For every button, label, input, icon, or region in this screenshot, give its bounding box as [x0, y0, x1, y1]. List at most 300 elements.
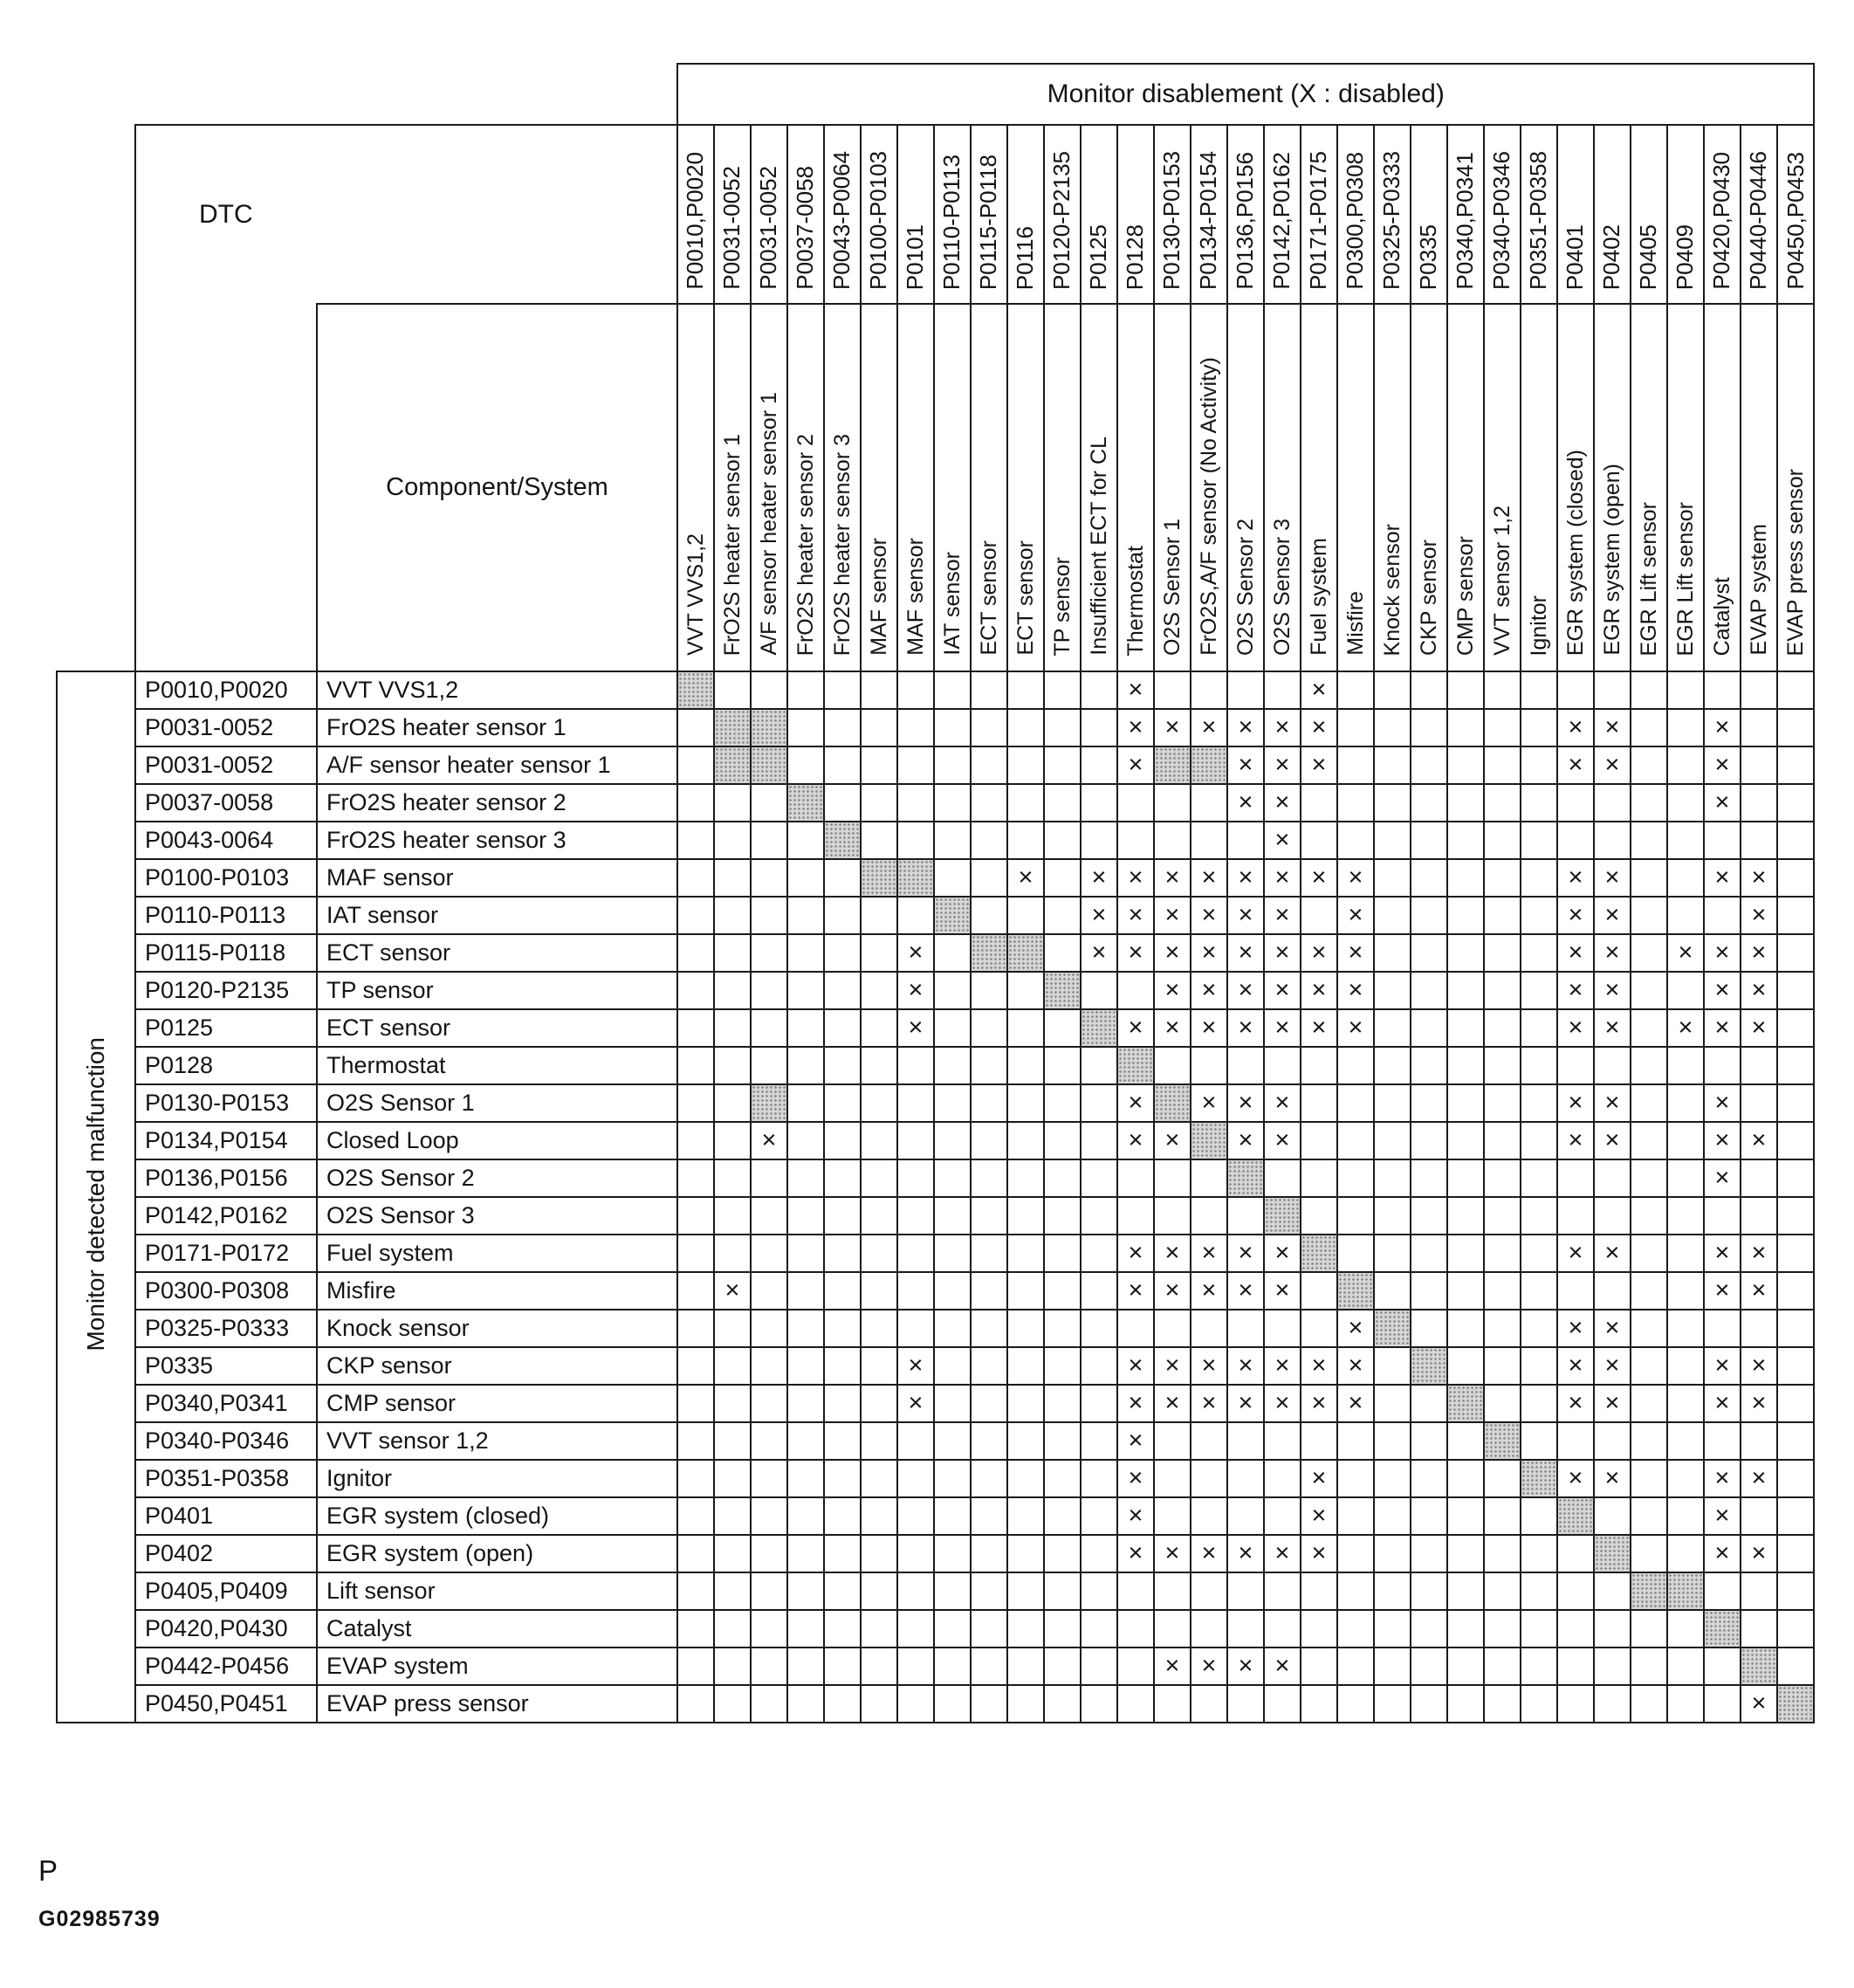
column-dtc-code: P0031-0052 [755, 166, 782, 290]
matrix-cell [934, 822, 971, 859]
matrix-cell [1777, 1610, 1814, 1647]
matrix-cell [1741, 1197, 1777, 1235]
row-dtc-code: P0136,P0156 [135, 1159, 317, 1197]
matrix-cell [1411, 897, 1447, 934]
matrix-cell [934, 1422, 971, 1460]
disabled-mark-cell: × [1191, 709, 1227, 746]
column-dtc-code-cell [1631, 125, 1667, 304]
matrix-cell [934, 671, 971, 709]
matrix-cell [787, 1535, 824, 1572]
matrix-cell [751, 1610, 787, 1647]
matrix-cell [1007, 1197, 1044, 1235]
matrix-cell [971, 1460, 1007, 1497]
row-component-name: O2S Sensor 2 [317, 1159, 677, 1197]
matrix-cell [1411, 1535, 1447, 1572]
disabled-mark-cell: × [1557, 1385, 1594, 1422]
matrix-cell [1594, 1610, 1631, 1647]
matrix-cell [1521, 1497, 1557, 1535]
matrix-cell [1007, 709, 1044, 746]
column-component-name: Fuel system [1306, 538, 1331, 656]
matrix-cell [934, 934, 971, 972]
matrix-cell [1777, 934, 1814, 972]
row-component-name: MAF sensor [317, 859, 677, 897]
matrix-cell [934, 1009, 971, 1047]
matrix-cell [714, 1047, 751, 1084]
dtc-header: DTC [135, 125, 677, 304]
matrix-cell [861, 1122, 897, 1159]
column-dtc-code-cell [934, 125, 971, 304]
matrix-cell [677, 1009, 714, 1047]
matrix-cell [861, 746, 897, 784]
matrix-cell [1484, 934, 1521, 972]
disabled-mark-cell: × [1264, 1009, 1301, 1047]
matrix-cell [861, 784, 897, 822]
disabled-mark-cell: × [1227, 1235, 1264, 1272]
matrix-cell [971, 1235, 1007, 1272]
matrix-cell [1337, 1235, 1374, 1272]
matrix-cell [787, 934, 824, 972]
matrix-cell [1081, 1422, 1117, 1460]
matrix-cell [1337, 822, 1374, 859]
matrix-cell [1191, 1685, 1227, 1723]
matrix-cell [1374, 1610, 1411, 1647]
matrix-cell [971, 1272, 1007, 1310]
disabled-mark-cell: × [1117, 1009, 1154, 1047]
matrix-cell [1447, 709, 1484, 746]
column-component-cell [1631, 304, 1667, 671]
disabled-mark-cell: × [1227, 1535, 1264, 1572]
disabled-mark-cell: × [1741, 1122, 1777, 1159]
disabled-mark-cell: × [1741, 972, 1777, 1009]
matrix-cell [861, 1047, 897, 1084]
matrix-cell [787, 1235, 824, 1272]
row-component-name: FrO2S heater sensor 1 [317, 709, 677, 746]
matrix-cell [787, 1310, 824, 1347]
disabled-mark-cell: × [1301, 709, 1337, 746]
disabled-mark-cell: × [1704, 709, 1741, 746]
matrix-cell [1044, 1385, 1081, 1422]
matrix-cell [1337, 1197, 1374, 1235]
column-dtc-code-cell [677, 125, 714, 304]
matrix-cell [714, 1497, 751, 1535]
column-dtc-code: P0325-P0333 [1378, 150, 1405, 290]
column-dtc-code: P0402 [1598, 224, 1625, 290]
figure-reference-code: G02985739 [38, 1907, 161, 1931]
column-dtc-code: P0340-P0346 [1488, 150, 1515, 290]
matrix-cell [1191, 822, 1227, 859]
matrix-cell [1081, 671, 1117, 709]
disabled-mark-cell: × [1667, 1009, 1704, 1047]
column-component-name: Ignitor [1526, 595, 1551, 656]
matrix-cell [971, 1572, 1007, 1610]
matrix-cell [1777, 897, 1814, 934]
row-dtc-code: P0100-P0103 [135, 859, 317, 897]
self-reference-cell [751, 746, 787, 784]
column-component-name: A/F sensor heater sensor 1 [756, 392, 781, 656]
column-dtc-code-cell [1411, 125, 1447, 304]
matrix-cell [1154, 1497, 1191, 1535]
disabled-mark-cell: × [1117, 934, 1154, 972]
matrix-cell [1227, 1497, 1264, 1535]
disabled-mark-cell: × [1704, 972, 1741, 1009]
matrix-cell [1044, 1647, 1081, 1685]
matrix-cell [1337, 746, 1374, 784]
column-component-cell [1081, 304, 1117, 671]
matrix-cell [897, 1422, 934, 1460]
column-component-cell [1227, 304, 1264, 671]
matrix-cell [1411, 1235, 1447, 1272]
matrix-cell [1044, 784, 1081, 822]
disabled-mark-cell: × [1557, 1084, 1594, 1122]
matrix-cell [1374, 897, 1411, 934]
matrix-cell [1521, 1347, 1557, 1385]
matrix-cell [1191, 1197, 1227, 1235]
matrix-cell [1301, 1310, 1337, 1347]
matrix-cell [1631, 1197, 1667, 1235]
matrix-cell [1007, 1497, 1044, 1535]
row-dtc-code: P0405,P0409 [135, 1572, 317, 1610]
self-reference-cell [787, 784, 824, 822]
corner-spacer [57, 64, 677, 125]
matrix-cell [787, 1047, 824, 1084]
matrix-cell [1044, 1310, 1081, 1347]
matrix-cell [677, 822, 714, 859]
matrix-cell [787, 1497, 824, 1535]
row-dtc-code: P0420,P0430 [135, 1610, 317, 1647]
row-dtc-code: P0031-0052 [135, 709, 317, 746]
matrix-cell [1044, 1159, 1081, 1197]
disabled-mark-cell: × [1117, 746, 1154, 784]
matrix-cell [787, 1422, 824, 1460]
matrix-cell [1741, 1084, 1777, 1122]
matrix-cell [934, 709, 971, 746]
column-dtc-code-cell [1594, 125, 1631, 304]
matrix-cell [787, 709, 824, 746]
matrix-cell [1007, 897, 1044, 934]
matrix-cell [1631, 1084, 1667, 1122]
matrix-cell [824, 972, 861, 1009]
matrix-cell [751, 859, 787, 897]
disabled-mark-cell: × [1117, 897, 1154, 934]
disabled-mark-cell: × [1191, 1235, 1227, 1272]
matrix-cell [861, 1535, 897, 1572]
matrix-cell [971, 897, 1007, 934]
matrix-cell [1264, 1460, 1301, 1497]
matrix-cell [1631, 1385, 1667, 1422]
matrix-cell [751, 1347, 787, 1385]
self-reference-cell [1557, 1497, 1594, 1535]
matrix-cell [1667, 1197, 1704, 1235]
matrix-cell [1484, 1159, 1521, 1197]
matrix-cell [1411, 746, 1447, 784]
matrix-cell [1411, 1422, 1447, 1460]
matrix-cell [1337, 1647, 1374, 1685]
matrix-cell [824, 1235, 861, 1272]
disabled-mark-cell: × [1191, 897, 1227, 934]
matrix-cell [1337, 709, 1374, 746]
matrix-cell [897, 1460, 934, 1497]
row-dtc-code: P0402 [135, 1535, 317, 1572]
matrix-cell [787, 1460, 824, 1497]
disabled-mark-cell: × [1264, 934, 1301, 972]
column-component-cell [1411, 304, 1447, 671]
disabled-mark-cell: × [1117, 671, 1154, 709]
row-component-name: Knock sensor [317, 1310, 677, 1347]
matrix-cell [751, 1647, 787, 1685]
matrix-cell [751, 1197, 787, 1235]
matrix-cell [1557, 822, 1594, 859]
column-component-name: EGR system (open) [1599, 464, 1624, 656]
matrix-cell [1374, 784, 1411, 822]
matrix-cell [677, 1272, 714, 1310]
column-dtc-code: P0409 [1672, 224, 1699, 290]
matrix-cell [751, 1047, 787, 1084]
matrix-cell [1447, 1235, 1484, 1272]
disabled-mark-cell: × [751, 1122, 787, 1159]
monitor-disablement-table [56, 63, 1815, 1723]
disabled-mark-cell: × [1301, 1497, 1337, 1535]
column-component-cell [1117, 304, 1154, 671]
row-dtc-code: P0031-0052 [135, 746, 317, 784]
matrix-cell [824, 784, 861, 822]
matrix-cell [1777, 1159, 1814, 1197]
disabled-mark-cell: × [1704, 1497, 1741, 1535]
row-dtc-code: P0300-P0308 [135, 1272, 317, 1310]
matrix-cell [1741, 1497, 1777, 1535]
matrix-cell [1484, 1235, 1521, 1272]
matrix-cell [1741, 1422, 1777, 1460]
matrix-cell [714, 972, 751, 1009]
disabled-mark-cell: × [1704, 1460, 1741, 1497]
matrix-cell [1374, 934, 1411, 972]
matrix-cell [934, 1385, 971, 1422]
disabled-mark-cell: × [1741, 1385, 1777, 1422]
matrix-cell [1301, 1422, 1337, 1460]
disabled-mark-cell: × [1191, 1647, 1227, 1685]
matrix-cell [1301, 1047, 1337, 1084]
matrix-cell [1227, 1310, 1264, 1347]
row-dtc-code: P0171-P0172 [135, 1235, 317, 1272]
matrix-cell [1154, 1310, 1191, 1347]
column-dtc-code-cell [861, 125, 897, 304]
matrix-cell [1484, 859, 1521, 897]
matrix-cell [1191, 1572, 1227, 1610]
matrix-cell [1191, 1159, 1227, 1197]
disabled-mark-cell: × [1154, 1235, 1191, 1272]
column-component-name: FrO2S,A/F sensor (No Activity) [1196, 357, 1221, 656]
monitor-disablement-header: Monitor disablement (X : disabled) [677, 64, 1814, 125]
matrix-cell [1374, 1159, 1411, 1197]
matrix-cell [1264, 1159, 1301, 1197]
matrix-cell [1667, 1497, 1704, 1535]
matrix-cell [1044, 1685, 1081, 1723]
matrix-cell [1374, 1347, 1411, 1385]
row-component-name: Lift sensor [317, 1572, 677, 1610]
matrix-cell [861, 1310, 897, 1347]
matrix-cell [1337, 671, 1374, 709]
column-dtc-code-cell [751, 125, 787, 304]
matrix-cell [861, 1610, 897, 1647]
column-component-cell [751, 304, 787, 671]
row-dtc-code: P0120-P2135 [135, 972, 317, 1009]
matrix-cell [1447, 1084, 1484, 1122]
disabled-mark-cell: × [1227, 1385, 1264, 1422]
matrix-cell [1777, 1385, 1814, 1422]
matrix-cell [1447, 859, 1484, 897]
column-component-name: EVAP system [1746, 524, 1771, 656]
row-component-name: TP sensor [317, 972, 677, 1009]
column-component-cell [1154, 304, 1191, 671]
matrix-cell [824, 1572, 861, 1610]
matrix-cell [1374, 1197, 1411, 1235]
row-component-name: Misfire [317, 1272, 677, 1310]
matrix-cell [1777, 784, 1814, 822]
matrix-cell [1081, 1122, 1117, 1159]
matrix-cell [1374, 1422, 1411, 1460]
matrix-cell [751, 1685, 787, 1723]
matrix-cell [1704, 1047, 1741, 1084]
row-dtc-code: P0335 [135, 1347, 317, 1385]
matrix-cell [787, 1197, 824, 1235]
column-dtc-code: P0116 [1012, 225, 1039, 290]
disabled-mark-cell: × [1704, 746, 1741, 784]
left-spacer [57, 125, 135, 304]
disabled-mark-cell: × [1594, 934, 1631, 972]
matrix-cell [1374, 1122, 1411, 1159]
matrix-cell [1631, 1535, 1667, 1572]
disabled-mark-cell: × [1301, 1535, 1337, 1572]
disabled-mark-cell: × [1741, 1685, 1777, 1723]
matrix-cell [1557, 1159, 1594, 1197]
matrix-cell [1411, 1047, 1447, 1084]
matrix-cell [1081, 1272, 1117, 1310]
matrix-cell [971, 671, 1007, 709]
matrix-cell [1044, 1047, 1081, 1084]
matrix-cell [971, 1347, 1007, 1385]
column-dtc-code: P0300,P0308 [1342, 152, 1369, 290]
matrix-cell [1081, 1347, 1117, 1385]
matrix-cell [971, 1197, 1007, 1235]
disabled-mark-cell: × [1557, 972, 1594, 1009]
matrix-cell [934, 1084, 971, 1122]
matrix-cell [1044, 1422, 1081, 1460]
matrix-cell [677, 972, 714, 1009]
matrix-cell [824, 934, 861, 972]
disabled-mark-cell: × [1557, 934, 1594, 972]
column-dtc-code: P0136,P0156 [1232, 152, 1259, 290]
matrix-cell [1631, 1159, 1667, 1197]
matrix-cell [1191, 1460, 1227, 1497]
matrix-cell [1007, 972, 1044, 1009]
matrix-cell [1044, 1347, 1081, 1385]
matrix-cell [1484, 822, 1521, 859]
matrix-cell [1117, 1159, 1154, 1197]
matrix-cell [1631, 859, 1667, 897]
matrix-cell [1631, 822, 1667, 859]
row-component-name: Ignitor [317, 1460, 677, 1497]
matrix-cell [1521, 1235, 1557, 1272]
self-reference-cell [1117, 1047, 1154, 1084]
matrix-cell [1594, 1685, 1631, 1723]
disabled-mark-cell: × [1117, 1122, 1154, 1159]
disabled-mark-cell: × [1264, 1235, 1301, 1272]
disabled-mark-cell: × [1594, 746, 1631, 784]
disabled-mark-cell: × [1191, 972, 1227, 1009]
matrix-cell [861, 671, 897, 709]
matrix-cell [1007, 671, 1044, 709]
row-component-name: FrO2S heater sensor 3 [317, 822, 677, 859]
matrix-cell [787, 1084, 824, 1122]
matrix-cell [1007, 1422, 1044, 1460]
matrix-cell [787, 1572, 824, 1610]
column-dtc-code: P0340,P0341 [1452, 152, 1479, 290]
matrix-cell [1521, 972, 1557, 1009]
disabled-mark-cell: × [1264, 746, 1301, 784]
matrix-cell [1374, 1460, 1411, 1497]
disabled-mark-cell: × [1557, 709, 1594, 746]
column-dtc-code-cell [1301, 125, 1337, 304]
matrix-cell [1264, 1610, 1301, 1647]
self-reference-cell [714, 709, 751, 746]
matrix-cell [1411, 1009, 1447, 1047]
matrix-cell [1484, 671, 1521, 709]
matrix-cell [677, 859, 714, 897]
column-dtc-code-cell [1154, 125, 1191, 304]
matrix-cell [714, 822, 751, 859]
self-reference-cell [1447, 1385, 1484, 1422]
self-reference-cell [971, 934, 1007, 972]
row-dtc-code: P0043-0064 [135, 822, 317, 859]
matrix-cell [971, 1535, 1007, 1572]
matrix-cell [1447, 1647, 1484, 1685]
column-component-name: EGR system (closed) [1562, 449, 1588, 656]
matrix-cell [1081, 1497, 1117, 1535]
matrix-cell [1081, 1647, 1117, 1685]
disabled-mark-cell: × [1227, 746, 1264, 784]
matrix-cell [1411, 1497, 1447, 1535]
matrix-cell [1081, 1047, 1117, 1084]
matrix-cell [1154, 784, 1191, 822]
matrix-cell [1631, 934, 1667, 972]
matrix-cell [677, 1310, 714, 1347]
matrix-cell [787, 1685, 824, 1723]
matrix-cell [824, 859, 861, 897]
matrix-cell [714, 1235, 751, 1272]
row-component-name: O2S Sensor 3 [317, 1197, 677, 1235]
matrix-cell [787, 897, 824, 934]
disabled-mark-cell: × [1264, 822, 1301, 859]
matrix-cell [787, 671, 824, 709]
matrix-cell [1044, 859, 1081, 897]
matrix-cell [1521, 822, 1557, 859]
matrix-cell [1264, 1497, 1301, 1535]
self-reference-cell [1741, 1647, 1777, 1685]
disabled-mark-cell: × [1741, 1235, 1777, 1272]
disabled-mark-cell: × [1704, 1122, 1741, 1159]
disabled-mark-cell: × [1301, 671, 1337, 709]
column-dtc-code-cell [1227, 125, 1264, 304]
matrix-cell [1117, 1647, 1154, 1685]
matrix-cell [934, 1647, 971, 1685]
matrix-cell [1007, 822, 1044, 859]
disabled-mark-cell: × [1594, 1310, 1631, 1347]
self-reference-cell [1374, 1310, 1411, 1347]
matrix-cell [1374, 1647, 1411, 1685]
column-dtc-code-cell [1704, 125, 1741, 304]
row-dtc-code: P0325-P0333 [135, 1310, 317, 1347]
matrix-cell [1667, 822, 1704, 859]
disabled-mark-cell: × [1557, 1460, 1594, 1497]
